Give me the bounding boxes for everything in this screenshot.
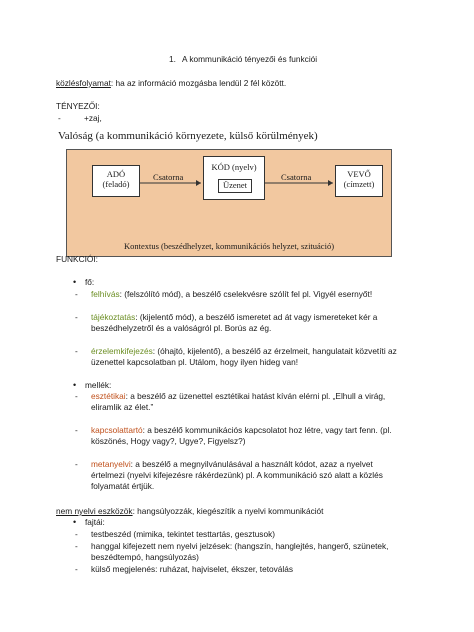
fo-term-2: tájékoztatás (91, 312, 136, 322)
mellek-label: mellék: (85, 380, 112, 390)
fo-dash-1: - (75, 289, 78, 299)
mellek-term-1: esztétikai (91, 391, 126, 401)
mellek-item-1 (91, 391, 385, 402)
bullet-fo: • (73, 277, 77, 287)
tenyezoi-dash: - (58, 113, 61, 123)
nemnyelvi-definition: : hangsúlyozzák, kiegészítik a nyelvi kommunikációt (132, 506, 324, 516)
title-number: 1. (169, 54, 176, 64)
fo-term-1: felhívás (91, 289, 120, 299)
diagram-caption: Valóság (a kommunikáció környezete, külső körülmények) (58, 130, 318, 142)
mellek-dash-1: - (75, 391, 78, 401)
fo-dash-2: - (75, 312, 78, 322)
tenyezoi-item: +zaj, (84, 113, 102, 123)
nemnyelvi-dash-1: - (75, 529, 78, 539)
ado-sub: (feladó) (102, 179, 130, 189)
channel-left: Csatorna (153, 172, 184, 182)
fo-text-2: : (kijelentő mód), a beszélő ismeretet ad át vagy ismereteket kér a (135, 312, 378, 322)
nemnyelvi-item-2b: beszédtempó, hangsúlyozás) (91, 552, 199, 562)
nemnyelvi-term: nem nyelvi eszközök (56, 506, 133, 516)
fo-label: fő: (85, 277, 95, 287)
kozlesfolyamat-line (56, 78, 286, 89)
bullet-fajtai: • (73, 517, 77, 527)
tenyezoi-heading: TÉNYEZŐI: (56, 101, 100, 111)
mellek-item-3 (91, 459, 373, 470)
mellek-item-2 (91, 425, 392, 436)
fo-item-2 (91, 312, 377, 323)
ado-label: ADÓ (106, 169, 126, 179)
fo-text-1: : (felszólító mód), a beszélő cselekvésre szólít fel pl. Vigyél esernyőt! (119, 289, 373, 299)
nemnyelvi-item-1: testbeszéd (mimika, tekintet testtartás, gesztusok) (91, 529, 275, 539)
fo-text-3b: üzenettel kapcsolatban pl. Utálom, hogy ilyen hideg van! (91, 357, 299, 367)
nemnyelvi-dash-3: - (75, 564, 78, 574)
nemnyelvi-item-3: külső megjelenés: ruházat, hajviselet, ékszer, tetoválás (91, 564, 293, 574)
fo-term-3: érzelemkifejezés (91, 346, 153, 356)
mellek-text-2: : a beszélő kommunikációs kapcsolatot hoz létre, vagy tart fenn. (pl. (142, 425, 392, 435)
mellek-text-3b: értelmezi (nyelvi kifejezésre rákérdezünk) pl. A kommunikáció szó alatt a közlés (91, 470, 383, 480)
mellek-text-3: : a beszélő a megnyilvánulásával a használt kódot, azaz a nyelvet (130, 459, 373, 469)
fo-text-2b: beszédhelyzetről és a valóságról pl. Borús az ég. (91, 323, 272, 333)
kozlesfolyamat-definition: : ha az információ mozgásba lendül 2 fél között. (110, 78, 287, 88)
page-title: A kommunikáció tényezői és funkciói (182, 54, 318, 64)
mellek-dash-3: - (75, 459, 78, 469)
uzenet-label: Üzenet (222, 180, 248, 190)
mellek-text-3c: folyamatát értjük. (91, 481, 155, 491)
mellek-term-3: metanyelvi (91, 459, 131, 469)
fo-text-3: : (óhajtó, kijelentő), a beszélő az érzelmeit, hangulatait közvetíti az (152, 346, 397, 356)
communication-diagram (66, 149, 392, 257)
funkcioi-heading: FUNKCIÓI: (56, 254, 98, 264)
fajtai-label: fajtái: (85, 517, 105, 527)
vevo-label: VEVŐ (347, 169, 371, 179)
mellek-dash-2: - (75, 425, 78, 435)
nemnyelvi-item-2: hanggal kifejezett nem nyelvi jelzések: (hangszín, hanglejtés, hangerő, szünetek, (91, 541, 389, 551)
kozlesfolyamat-term: közlésfolyamat (56, 78, 111, 88)
mellek-text-2b: köszönés, Hogy vagy?, Ugye?, Figyelsz?) (91, 436, 246, 446)
fo-dash-3: - (75, 346, 78, 356)
fo-item-3 (91, 346, 397, 357)
nemnyelvi-line (56, 506, 323, 517)
mellek-term-2: kapcsolattartó (91, 425, 143, 435)
kod-label: KÓD (nyelv) (211, 162, 257, 172)
kontextus-label: Kontextus (beszédhelyzet, kommunikációs helyzet, szituáció) (123, 241, 335, 251)
mellek-text-1: : a beszélő az üzenettel esztétikai hatást kíván elérni pl. „Elhull a virág, (125, 391, 386, 401)
fo-item-1 (91, 289, 372, 300)
mellek-text-1b: eliramlik az élet.” (91, 402, 154, 412)
vevo-sub: (címzett) (343, 179, 375, 189)
channel-right: Csatorna (281, 172, 312, 182)
bullet-mellek: • (73, 380, 77, 390)
nemnyelvi-dash-2: - (75, 541, 78, 551)
